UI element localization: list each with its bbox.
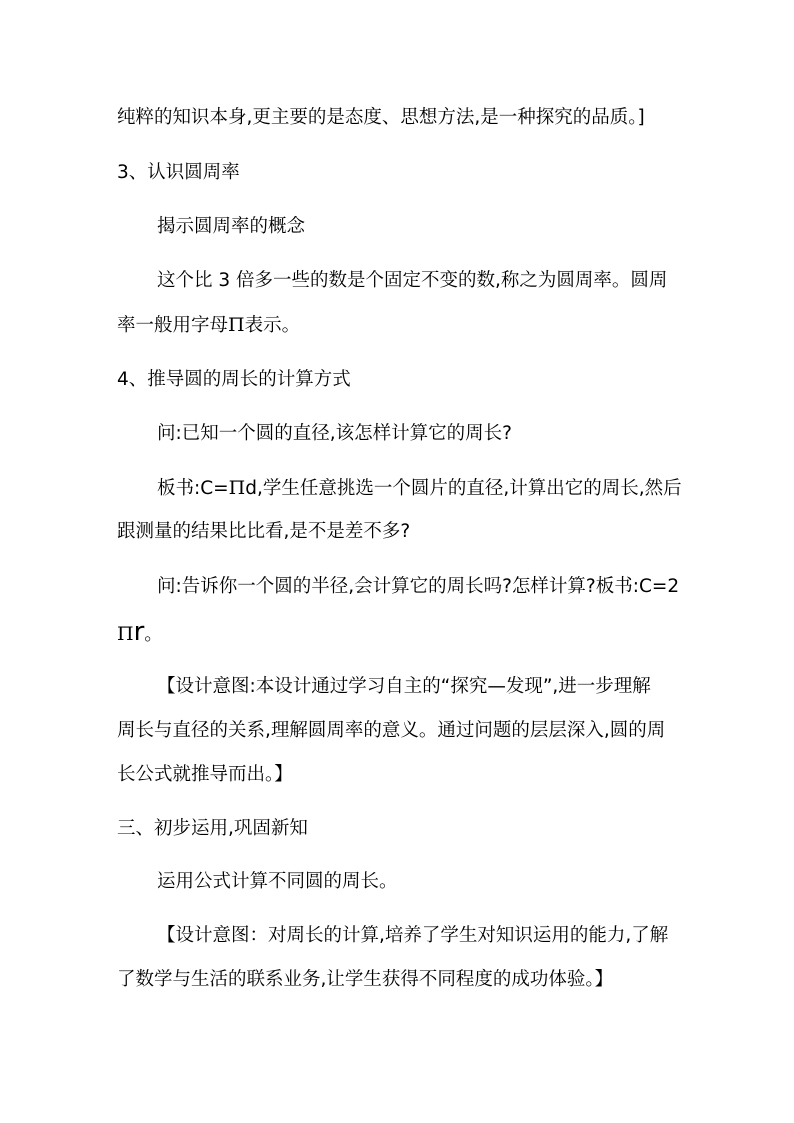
text-run: d,学生任意挑选一个圆片的直径,计算出它的周长,然后 <box>245 478 682 499</box>
text-line <box>0 870 794 894</box>
text-line <box>0 719 794 743</box>
pi-symbol: Π <box>228 314 245 336</box>
text-run: 这个比 3 倍多一些的数是个固定不变的数,称之为圆周率。圆周 <box>157 270 668 291</box>
text-run: 问:告诉你一个圆的半径,会计算它的周长吗?怎样计算?板书:C=2 <box>157 576 680 597</box>
text-line <box>0 617 794 647</box>
section-heading <box>0 161 794 185</box>
text-line <box>0 520 794 544</box>
text-run: 【设计意图:本设计通过学习自主的“探究—发现”,进一步理解 <box>157 676 651 697</box>
text-run: 跟测量的结果比比看,是不是差不多? <box>117 521 411 542</box>
text-line <box>0 968 794 992</box>
section-heading <box>0 368 794 392</box>
text-run: 三、初步运用,巩固新知 <box>117 818 308 839</box>
text-run: 纯粹的知识本身,更主要的是态度、思想方法,是一种探究的品质。] <box>117 107 645 128</box>
pi-symbol: Π <box>228 477 246 499</box>
text-line <box>0 269 794 293</box>
text-run: 【设计意图：对周长的计算,培养了学生对知识运用的能力,了解 <box>157 925 669 946</box>
text-run: 。 <box>144 624 163 645</box>
text-run: 周长与直径的关系,理解圆周率的意义。通过问题的层层深入,圆的周 <box>117 720 666 741</box>
text-line <box>0 422 794 446</box>
text-line <box>0 313 794 338</box>
section-heading <box>0 817 794 841</box>
text-run: 揭示圆周率的概念 <box>157 216 306 237</box>
text-run: 问:已知一个圆的直径,该怎样计算它的周长? <box>157 423 512 444</box>
text-run: 了数学与生活的联系业务,让学生获得不同程度的成功体验。】 <box>117 969 614 990</box>
text-run: 运用公式计算不同圆的周长。 <box>157 871 398 892</box>
text-line <box>0 924 794 948</box>
text-line <box>0 675 794 699</box>
pi-symbol: Π <box>117 623 134 645</box>
text-line <box>0 476 794 501</box>
text-line <box>0 575 794 599</box>
text-run: 3、认识圆周率 <box>117 162 240 183</box>
text-run: 板书:C= <box>157 478 229 499</box>
text-line <box>0 106 794 130</box>
text-run: r <box>133 617 145 647</box>
text-line <box>0 763 794 787</box>
text-line <box>0 215 794 239</box>
text-run: 表示。 <box>244 315 301 336</box>
text-run: 率一般用字母 <box>117 315 229 336</box>
text-run: 长公式就推导而出。】 <box>117 764 293 785</box>
text-run: 4、推导圆的周长的计算方式 <box>117 369 351 390</box>
